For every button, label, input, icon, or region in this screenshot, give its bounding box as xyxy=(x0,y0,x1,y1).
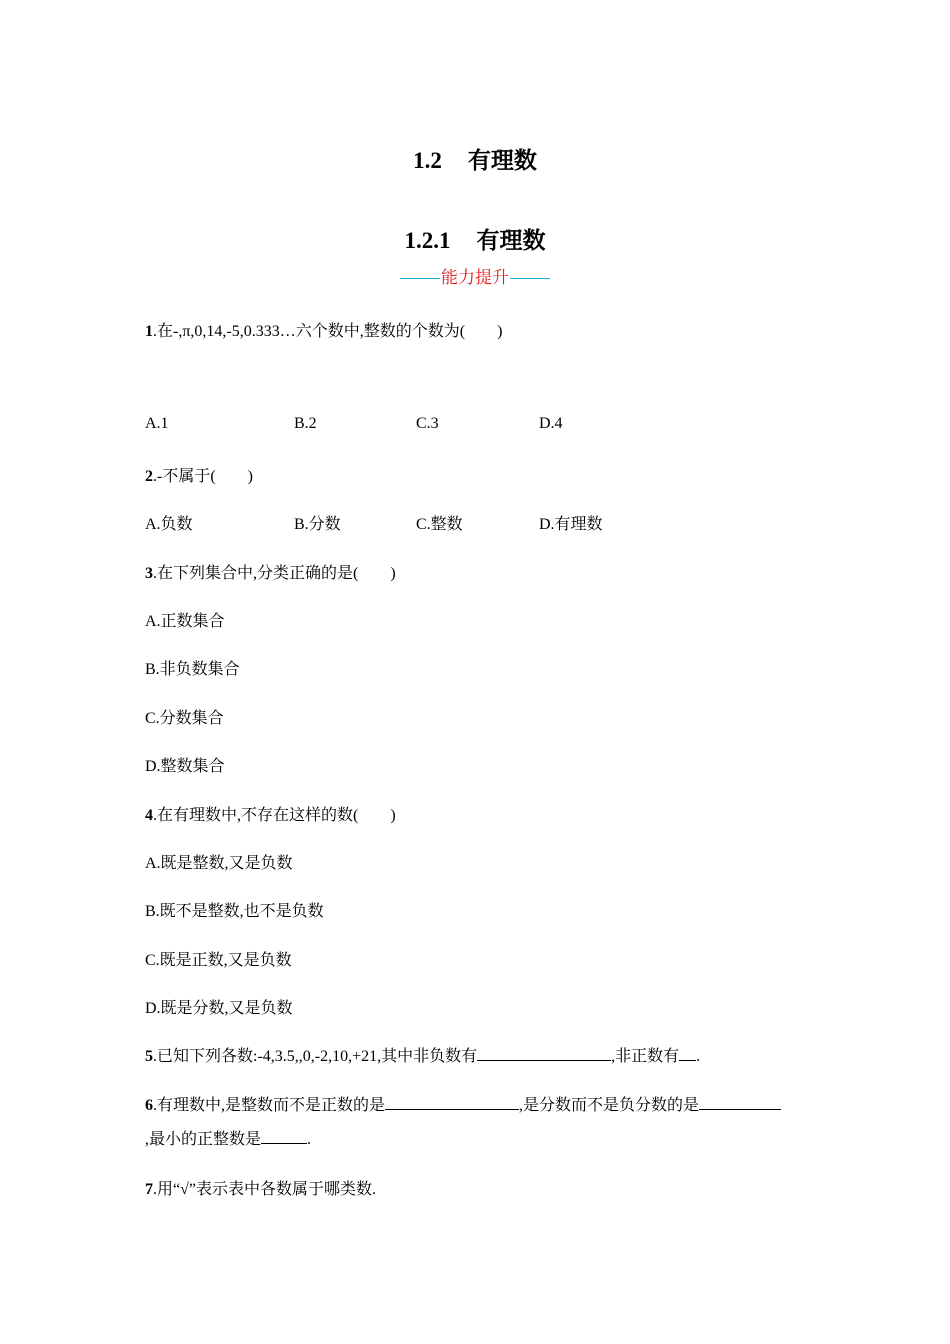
question-2-option-c: C.整数 xyxy=(416,516,463,533)
question-6-text-a: .有理数中,是整数而不是正数的是 xyxy=(153,1097,386,1114)
question-4-option-c: C.既是正数,又是负数 xyxy=(145,952,292,969)
question-3-option-a: A.正数集合 xyxy=(145,613,225,630)
title-number: 1.2 xyxy=(413,148,442,173)
question-2 xyxy=(145,463,253,486)
question-3-option-b: B.非负数集合 xyxy=(145,661,240,678)
question-6-number: 6 xyxy=(145,1097,153,1114)
question-3-option-d: D.整数集合 xyxy=(145,758,225,775)
question-3-text: .在下列集合中,分类正确的是( ) xyxy=(153,565,396,582)
question-7-number: 7 xyxy=(145,1181,153,1198)
question-5-number: 5 xyxy=(145,1048,153,1065)
question-6-continued xyxy=(145,1126,311,1149)
question-3-number: 3 xyxy=(145,565,153,582)
question-6-blank-3[interactable] xyxy=(261,1129,307,1144)
page-title xyxy=(0,142,950,175)
question-1-option-b: B.2 xyxy=(294,415,317,432)
subtitle-number: 1.2.1 xyxy=(404,228,451,253)
question-5-blank-1[interactable] xyxy=(477,1046,611,1061)
question-7 xyxy=(145,1176,376,1199)
question-2-number: 2 xyxy=(145,468,153,485)
question-2-option-a: A.负数 xyxy=(145,516,193,533)
question-6 xyxy=(145,1092,781,1115)
question-7-text: .用“√”表示表中各数属于哪类数. xyxy=(153,1181,376,1198)
title-text: 有理数 xyxy=(467,148,537,173)
page-subtitle xyxy=(0,222,950,255)
question-5-text-c: . xyxy=(696,1048,701,1065)
question-4-option-a: A.既是整数,又是负数 xyxy=(145,855,293,872)
section-rule-left xyxy=(400,278,440,279)
question-3 xyxy=(145,560,396,583)
question-1-text: .在-,π,0,14,-5,0.333…六个数中,整数的个数为( ) xyxy=(153,323,503,340)
question-6-text-d: . xyxy=(307,1131,312,1148)
question-4-option-b: B.既不是整数,也不是负数 xyxy=(145,903,324,920)
question-1-option-a: A.1 xyxy=(145,415,169,432)
section-label: 能力提升 xyxy=(441,268,509,288)
question-4-option-d: D.既是分数,又是负数 xyxy=(145,1000,293,1017)
section-rule-right xyxy=(510,278,550,279)
question-1 xyxy=(145,318,502,341)
question-4-number: 4 xyxy=(145,807,153,824)
question-2-text: .-不属于( ) xyxy=(153,468,253,485)
subtitle-text: 有理数 xyxy=(476,228,546,253)
question-6-text-c: ,最小的正整数是 xyxy=(145,1131,262,1148)
question-1-option-d: D.4 xyxy=(539,415,563,432)
question-2-option-d: D.有理数 xyxy=(539,516,603,533)
question-6-blank-2[interactable] xyxy=(699,1095,781,1110)
question-5-blank-2[interactable] xyxy=(679,1046,696,1061)
question-2-option-b: B.分数 xyxy=(294,516,341,533)
question-1-number: 1 xyxy=(145,323,153,340)
question-4-text: .在有理数中,不存在这样的数( ) xyxy=(153,807,396,824)
question-6-text-b: ,是分数而不是负分数的是 xyxy=(519,1097,700,1114)
question-1-option-c: C.3 xyxy=(416,415,439,432)
question-5-text-a: .已知下列各数:-4,3.5,,0,-2,10,+21,其中非负数有 xyxy=(153,1048,478,1065)
question-4 xyxy=(145,802,396,825)
question-5-text-b: ,非正数有 xyxy=(611,1048,680,1065)
question-5 xyxy=(145,1043,700,1066)
question-6-blank-1[interactable] xyxy=(385,1095,519,1110)
question-3-option-c: C.分数集合 xyxy=(145,710,224,727)
section-heading xyxy=(0,263,950,288)
